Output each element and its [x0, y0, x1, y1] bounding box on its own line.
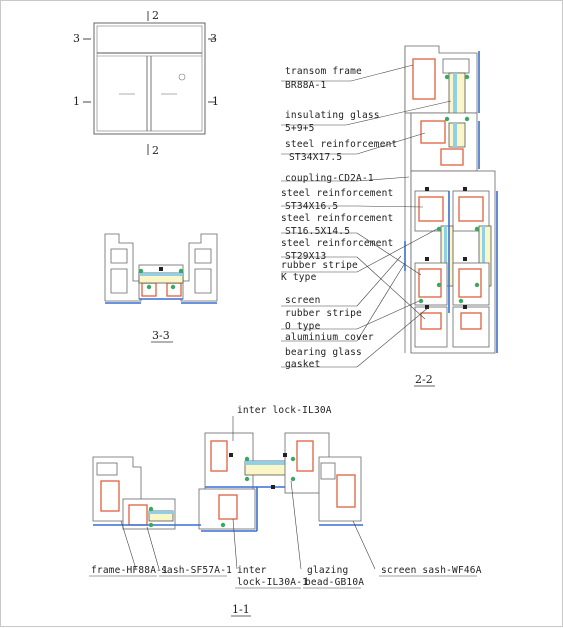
label-rubber-k-type: K type: [281, 272, 317, 283]
marker-left-top: 3: [73, 32, 80, 45]
section-2-2-label: 2-2: [415, 373, 433, 386]
label-rubber-o-type: O type: [285, 321, 321, 332]
section-3-3-label: 3-3: [152, 329, 170, 342]
label-glass-spec: 5+9+5: [285, 123, 315, 134]
label-aluminium-cover: aluminium cover: [285, 332, 374, 343]
marker-left-mid: 1: [73, 95, 80, 108]
marker-right-top: 3: [210, 32, 217, 45]
label-frame: frame-HF88A-1: [91, 565, 168, 576]
section-1-1-drawing: [89, 405, 482, 616]
label-steel-2-code: ST34X16.5: [285, 201, 339, 212]
label-rubber-k: rubber stripe: [281, 260, 358, 271]
window-elevation: [73, 9, 219, 157]
label-glazing-1: glazing: [307, 565, 349, 576]
marker-right-mid: 1: [212, 95, 219, 108]
label-transom-frame: transom frame: [285, 66, 362, 77]
label-screen: screen: [285, 295, 321, 306]
label-interlock-2: lock-IL30A-1: [237, 577, 309, 588]
label-sash: sash-SF57A-1: [161, 565, 233, 576]
label-insulating-glass: insulating glass: [285, 110, 380, 121]
technical-drawing: [1, 1, 563, 628]
section-2-2-drawing: [281, 46, 497, 386]
section-1-1-label: 1-1: [232, 603, 250, 616]
label-glazing-2: bead-GB10A: [305, 577, 365, 588]
label-steel-1-code: ST34X17.5: [289, 152, 343, 163]
label-steel-4: steel reinforcement: [281, 238, 394, 249]
label-steel-4-code: ST29X13: [285, 251, 327, 262]
label-steel-1: steel reinforcement: [285, 139, 398, 150]
label-steel-3: steel reinforcement: [281, 213, 394, 224]
label-bearing-glass: bearing glass: [285, 347, 362, 358]
label-screen-sash: screen sash-WF46A: [381, 565, 482, 576]
marker-top: 2: [152, 9, 159, 22]
label-rubber-o: rubber stripe: [285, 308, 362, 319]
label-transom-code: BR88A-1: [285, 80, 327, 91]
label-steel-3-code: ST16.5X14.5: [285, 226, 351, 237]
label-coupling: coupling-CD2A-1: [285, 173, 374, 184]
label-gasket: gasket: [285, 359, 321, 370]
label-interlock-1: inter: [237, 565, 267, 576]
section-3-3-drawing: [105, 234, 217, 342]
marker-bottom: 2: [152, 144, 159, 157]
label-steel-2: steel reinforcement: [281, 188, 394, 199]
label-interlock-top: inter lock-IL30A: [237, 405, 332, 416]
